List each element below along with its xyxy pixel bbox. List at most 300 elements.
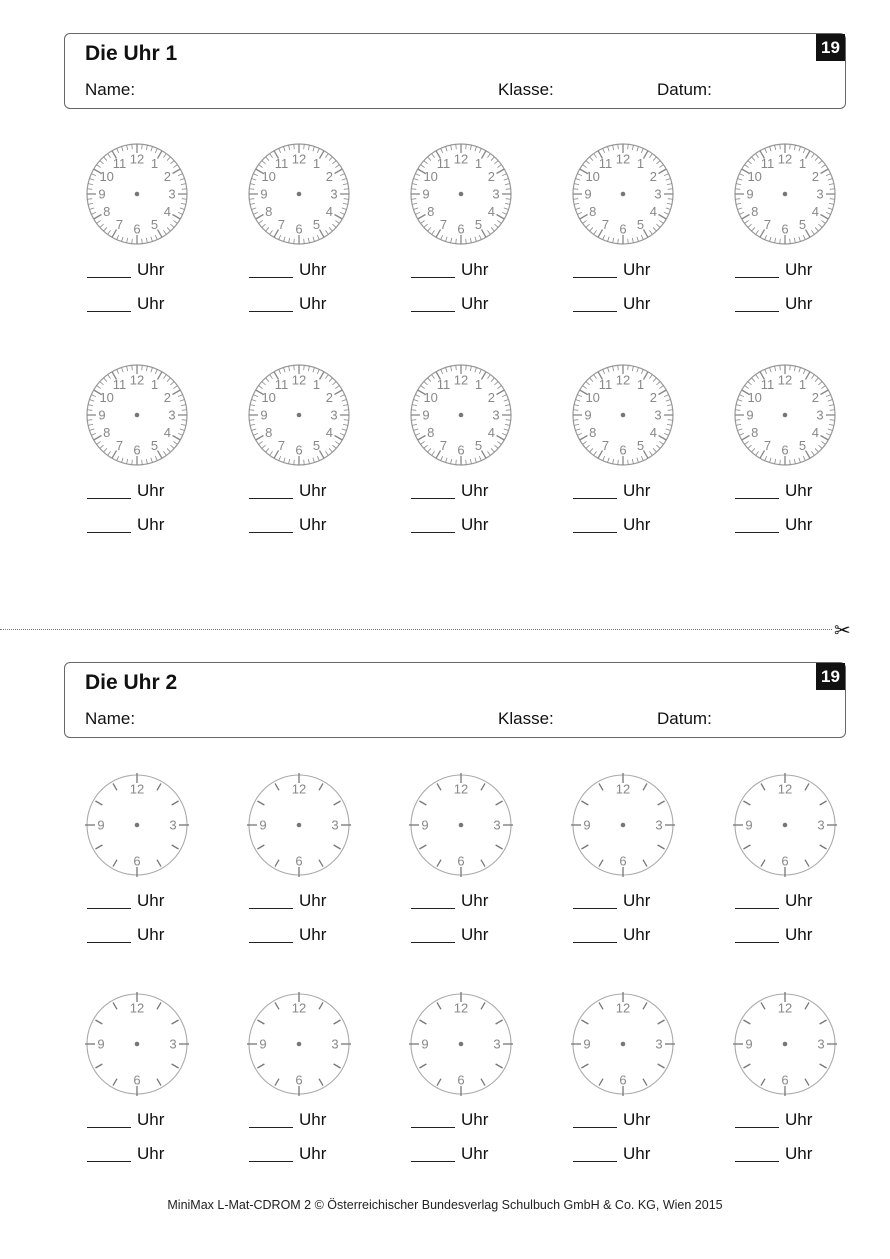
- svg-text:10: 10: [747, 169, 762, 184]
- worksheet1-name-label: Name:: [85, 80, 136, 99]
- svg-text:8: 8: [265, 204, 273, 219]
- clock-face-icon: [85, 363, 189, 467]
- answer-line[interactable]: [87, 908, 131, 909]
- svg-text:6: 6: [295, 221, 303, 237]
- answer-line[interactable]: [249, 277, 293, 278]
- svg-text:7: 7: [115, 437, 124, 453]
- svg-text:9: 9: [421, 817, 429, 833]
- svg-text:5: 5: [150, 216, 159, 232]
- answer-blank[interactable]: [735, 1144, 855, 1166]
- svg-text:8: 8: [103, 425, 111, 440]
- clock-face-icon: [85, 992, 189, 1096]
- worksheet2-page-badge: 19: [816, 663, 845, 690]
- svg-text:6: 6: [295, 442, 303, 458]
- clock-exercise: [227, 142, 357, 342]
- answer-line[interactable]: [573, 498, 617, 499]
- svg-text:10: 10: [261, 169, 276, 184]
- answer-line[interactable]: [249, 1127, 293, 1128]
- uhr-label: Uhr: [461, 925, 489, 944]
- svg-text:6: 6: [619, 1072, 627, 1088]
- svg-text:3: 3: [169, 817, 177, 833]
- svg-text:10: 10: [585, 390, 600, 405]
- clock-face-icon: [733, 992, 837, 1096]
- svg-text:11: 11: [598, 156, 613, 172]
- svg-text:4: 4: [811, 204, 819, 219]
- uhr-label: Uhr: [137, 481, 165, 500]
- svg-text:12: 12: [129, 372, 145, 388]
- svg-text:6: 6: [133, 221, 141, 237]
- svg-text:6: 6: [457, 221, 465, 237]
- clock-exercise: [389, 773, 519, 973]
- uhr-label: Uhr: [461, 294, 489, 313]
- uhr-label: Uhr: [137, 925, 165, 944]
- answer-blank[interactable]: [249, 481, 369, 503]
- svg-text:6: 6: [781, 442, 789, 458]
- clock-face-icon: [85, 773, 189, 877]
- clock-exercise: [389, 992, 519, 1192]
- answer-blank[interactable]: [735, 481, 855, 503]
- svg-text:5: 5: [312, 437, 321, 453]
- svg-text:1: 1: [312, 156, 321, 172]
- worksheet2-header: [64, 662, 846, 738]
- svg-text:3: 3: [493, 817, 501, 833]
- svg-text:6: 6: [457, 442, 465, 458]
- svg-text:9: 9: [97, 817, 105, 833]
- answer-blank[interactable]: [411, 294, 531, 316]
- clock-exercise: [551, 142, 681, 342]
- answer-line[interactable]: [87, 532, 131, 533]
- svg-text:8: 8: [751, 425, 759, 440]
- svg-text:9: 9: [260, 186, 268, 202]
- svg-text:3: 3: [492, 407, 500, 423]
- svg-text:9: 9: [583, 1036, 591, 1052]
- answer-blank[interactable]: [411, 1110, 531, 1132]
- svg-text:11: 11: [436, 377, 451, 393]
- uhr-label: Uhr: [299, 294, 327, 313]
- answer-blank[interactable]: [573, 260, 693, 282]
- worksheet1-page-badge: 19: [816, 34, 845, 61]
- answer-line[interactable]: [735, 277, 779, 278]
- worksheet1-class-label: Klasse:: [498, 80, 554, 99]
- clock-face-icon: [409, 773, 513, 877]
- answer-line[interactable]: [87, 311, 131, 312]
- svg-text:9: 9: [584, 186, 592, 202]
- clock-exercise: [227, 773, 357, 973]
- svg-text:5: 5: [474, 437, 483, 453]
- uhr-label: Uhr: [299, 515, 327, 534]
- answer-blank[interactable]: [87, 891, 207, 913]
- worksheet1-date-label: Datum:: [657, 80, 712, 99]
- svg-text:9: 9: [98, 186, 106, 202]
- clock-face-icon: [409, 363, 513, 467]
- svg-text:2: 2: [325, 169, 333, 184]
- answer-line[interactable]: [735, 1127, 779, 1128]
- svg-text:9: 9: [259, 817, 267, 833]
- svg-text:9: 9: [584, 407, 592, 423]
- svg-text:8: 8: [589, 425, 597, 440]
- answer-line[interactable]: [411, 908, 455, 909]
- worksheet2-name-label: Name:: [85, 709, 136, 728]
- svg-text:11: 11: [760, 377, 775, 393]
- svg-text:3: 3: [817, 1036, 825, 1052]
- uhr-label: Uhr: [461, 515, 489, 534]
- svg-text:3: 3: [331, 817, 339, 833]
- svg-text:4: 4: [325, 425, 333, 440]
- uhr-label: Uhr: [623, 1110, 651, 1129]
- svg-text:3: 3: [169, 1036, 177, 1052]
- svg-text:1: 1: [474, 156, 483, 172]
- svg-text:2: 2: [811, 390, 819, 405]
- svg-text:7: 7: [601, 216, 610, 232]
- clock-exercise: [551, 773, 681, 973]
- svg-text:4: 4: [649, 425, 657, 440]
- answer-line[interactable]: [735, 942, 779, 943]
- svg-text:5: 5: [636, 216, 645, 232]
- answer-blank[interactable]: [249, 515, 369, 537]
- clock-face-icon: [571, 773, 675, 877]
- svg-text:4: 4: [487, 425, 495, 440]
- answer-blank[interactable]: [87, 294, 207, 316]
- svg-text:2: 2: [325, 390, 333, 405]
- clock-exercise: [551, 992, 681, 1192]
- svg-text:12: 12: [129, 151, 145, 167]
- answer-blank[interactable]: [249, 891, 369, 913]
- svg-text:6: 6: [781, 1072, 789, 1088]
- svg-text:12: 12: [777, 781, 793, 797]
- answer-blank[interactable]: [735, 260, 855, 282]
- clock-exercise: [713, 992, 843, 1192]
- svg-text:4: 4: [649, 204, 657, 219]
- cut-line: [0, 629, 832, 630]
- answer-blank[interactable]: [735, 925, 855, 947]
- answer-line[interactable]: [411, 1127, 455, 1128]
- svg-text:6: 6: [133, 853, 141, 869]
- answer-line[interactable]: [573, 1161, 617, 1162]
- scissors-icon: ✂: [834, 620, 851, 642]
- uhr-label: Uhr: [623, 515, 651, 534]
- svg-text:5: 5: [798, 216, 807, 232]
- worksheet2-class-label: Klasse:: [498, 709, 554, 728]
- svg-text:12: 12: [453, 1000, 469, 1016]
- answer-blank[interactable]: [249, 1144, 369, 1166]
- answer-line[interactable]: [573, 942, 617, 943]
- answer-line[interactable]: [573, 311, 617, 312]
- svg-text:1: 1: [474, 377, 483, 393]
- uhr-label: Uhr: [299, 1144, 327, 1163]
- answer-line[interactable]: [411, 277, 455, 278]
- answer-blank[interactable]: [573, 515, 693, 537]
- answer-line[interactable]: [411, 498, 455, 499]
- uhr-label: Uhr: [785, 1110, 813, 1129]
- svg-text:2: 2: [811, 169, 819, 184]
- clock-face-icon: [247, 142, 351, 246]
- uhr-label: Uhr: [137, 1110, 165, 1129]
- uhr-label: Uhr: [461, 891, 489, 910]
- answer-line[interactable]: [87, 942, 131, 943]
- svg-text:10: 10: [747, 390, 762, 405]
- svg-text:11: 11: [598, 377, 613, 393]
- answer-blank[interactable]: [573, 891, 693, 913]
- uhr-label: Uhr: [137, 515, 165, 534]
- svg-text:7: 7: [439, 216, 448, 232]
- answer-line[interactable]: [249, 532, 293, 533]
- answer-blank[interactable]: [87, 515, 207, 537]
- answer-blank[interactable]: [411, 891, 531, 913]
- uhr-label: Uhr: [461, 481, 489, 500]
- worksheet2-date-label: Datum:: [657, 709, 712, 728]
- answer-line[interactable]: [573, 908, 617, 909]
- uhr-label: Uhr: [299, 891, 327, 910]
- svg-text:11: 11: [274, 377, 289, 393]
- svg-text:3: 3: [330, 186, 338, 202]
- svg-text:12: 12: [615, 372, 631, 388]
- clock-face-icon: [571, 142, 675, 246]
- svg-text:3: 3: [168, 186, 176, 202]
- answer-blank[interactable]: [573, 925, 693, 947]
- clock-exercise: [65, 363, 195, 563]
- svg-text:1: 1: [312, 377, 321, 393]
- svg-text:3: 3: [655, 1036, 663, 1052]
- clock-face-icon: [85, 142, 189, 246]
- svg-text:2: 2: [487, 390, 495, 405]
- svg-text:10: 10: [423, 169, 438, 184]
- uhr-label: Uhr: [785, 481, 813, 500]
- answer-blank[interactable]: [411, 515, 531, 537]
- answer-line[interactable]: [735, 532, 779, 533]
- clock-exercise: [65, 992, 195, 1192]
- svg-text:4: 4: [163, 425, 171, 440]
- answer-line[interactable]: [249, 498, 293, 499]
- svg-text:9: 9: [422, 407, 430, 423]
- uhr-label: Uhr: [137, 294, 165, 313]
- svg-text:9: 9: [745, 817, 753, 833]
- uhr-label: Uhr: [785, 925, 813, 944]
- svg-text:7: 7: [277, 437, 286, 453]
- answer-line[interactable]: [87, 1127, 131, 1128]
- svg-text:7: 7: [763, 437, 772, 453]
- uhr-label: Uhr: [299, 260, 327, 279]
- svg-text:6: 6: [781, 853, 789, 869]
- answer-line[interactable]: [573, 1127, 617, 1128]
- answer-line[interactable]: [87, 1161, 131, 1162]
- clock-face-icon: [733, 142, 837, 246]
- svg-text:1: 1: [150, 156, 159, 172]
- svg-text:1: 1: [636, 377, 645, 393]
- svg-text:12: 12: [615, 1000, 631, 1016]
- svg-text:5: 5: [636, 437, 645, 453]
- svg-text:6: 6: [457, 1072, 465, 1088]
- answer-blank[interactable]: [573, 1144, 693, 1166]
- svg-text:12: 12: [129, 1000, 145, 1016]
- svg-text:12: 12: [291, 372, 307, 388]
- worksheet1-title: Die Uhr 1: [85, 42, 178, 65]
- svg-text:3: 3: [493, 1036, 501, 1052]
- answer-line[interactable]: [249, 942, 293, 943]
- answer-blank[interactable]: [87, 1110, 207, 1132]
- clock-face-icon: [409, 142, 513, 246]
- svg-text:3: 3: [330, 407, 338, 423]
- svg-text:8: 8: [427, 425, 435, 440]
- clock-face-icon: [247, 773, 351, 877]
- answer-blank[interactable]: [735, 515, 855, 537]
- answer-line[interactable]: [249, 908, 293, 909]
- svg-text:9: 9: [97, 1036, 105, 1052]
- svg-text:12: 12: [291, 781, 307, 797]
- svg-text:8: 8: [751, 204, 759, 219]
- answer-line[interactable]: [735, 908, 779, 909]
- svg-text:12: 12: [291, 1000, 307, 1016]
- svg-text:8: 8: [589, 204, 597, 219]
- answer-line[interactable]: [87, 277, 131, 278]
- svg-text:10: 10: [99, 390, 114, 405]
- svg-text:9: 9: [260, 407, 268, 423]
- uhr-label: Uhr: [137, 891, 165, 910]
- clock-face-icon: [571, 992, 675, 1096]
- clock-face-icon: [247, 363, 351, 467]
- clock-exercise: [713, 773, 843, 973]
- svg-text:8: 8: [427, 204, 435, 219]
- uhr-label: Uhr: [461, 260, 489, 279]
- answer-blank[interactable]: [87, 481, 207, 503]
- answer-blank[interactable]: [411, 260, 531, 282]
- uhr-label: Uhr: [623, 925, 651, 944]
- answer-line[interactable]: [411, 311, 455, 312]
- svg-text:9: 9: [259, 1036, 267, 1052]
- answer-line[interactable]: [411, 1161, 455, 1162]
- svg-text:3: 3: [816, 407, 824, 423]
- svg-text:11: 11: [112, 156, 127, 172]
- answer-blank[interactable]: [249, 294, 369, 316]
- uhr-label: Uhr: [137, 260, 165, 279]
- svg-text:1: 1: [150, 377, 159, 393]
- svg-text:10: 10: [585, 169, 600, 184]
- svg-text:6: 6: [295, 1072, 303, 1088]
- svg-text:12: 12: [291, 151, 307, 167]
- svg-text:9: 9: [746, 186, 754, 202]
- clock-face-icon: [571, 363, 675, 467]
- svg-text:9: 9: [583, 817, 591, 833]
- answer-blank[interactable]: [249, 260, 369, 282]
- uhr-label: Uhr: [461, 1144, 489, 1163]
- svg-text:12: 12: [615, 151, 631, 167]
- svg-text:5: 5: [798, 437, 807, 453]
- uhr-label: Uhr: [623, 481, 651, 500]
- svg-text:9: 9: [98, 407, 106, 423]
- answer-line[interactable]: [411, 532, 455, 533]
- svg-text:2: 2: [163, 169, 171, 184]
- answer-line[interactable]: [249, 1161, 293, 1162]
- svg-text:2: 2: [163, 390, 171, 405]
- answer-blank[interactable]: [573, 481, 693, 503]
- svg-text:9: 9: [421, 1036, 429, 1052]
- svg-text:7: 7: [277, 216, 286, 232]
- answer-blank[interactable]: [411, 925, 531, 947]
- answer-blank[interactable]: [87, 260, 207, 282]
- svg-text:3: 3: [331, 1036, 339, 1052]
- svg-text:11: 11: [760, 156, 775, 172]
- svg-text:9: 9: [746, 407, 754, 423]
- answer-line[interactable]: [87, 498, 131, 499]
- answer-blank[interactable]: [411, 1144, 531, 1166]
- svg-text:2: 2: [487, 169, 495, 184]
- answer-blank[interactable]: [87, 1144, 207, 1166]
- svg-text:6: 6: [619, 442, 627, 458]
- answer-blank[interactable]: [249, 925, 369, 947]
- svg-text:1: 1: [798, 156, 807, 172]
- answer-blank[interactable]: [735, 294, 855, 316]
- svg-text:6: 6: [133, 442, 141, 458]
- answer-blank[interactable]: [249, 1110, 369, 1132]
- answer-blank[interactable]: [573, 1110, 693, 1132]
- svg-text:3: 3: [816, 186, 824, 202]
- uhr-label: Uhr: [623, 294, 651, 313]
- answer-line[interactable]: [249, 311, 293, 312]
- svg-text:5: 5: [150, 437, 159, 453]
- answer-blank[interactable]: [87, 925, 207, 947]
- answer-line[interactable]: [735, 1161, 779, 1162]
- svg-text:7: 7: [439, 437, 448, 453]
- answer-line[interactable]: [735, 311, 779, 312]
- answer-blank[interactable]: [735, 1110, 855, 1132]
- svg-text:6: 6: [781, 221, 789, 237]
- svg-text:1: 1: [798, 377, 807, 393]
- answer-line[interactable]: [735, 498, 779, 499]
- clock-exercise: [65, 773, 195, 973]
- clock-face-icon: [409, 992, 513, 1096]
- clock-face-icon: [733, 363, 837, 467]
- uhr-label: Uhr: [623, 1144, 651, 1163]
- worksheet1-header: [64, 33, 846, 109]
- svg-text:11: 11: [274, 156, 289, 172]
- uhr-label: Uhr: [299, 925, 327, 944]
- uhr-label: Uhr: [785, 515, 813, 534]
- clock-exercise: [713, 142, 843, 342]
- uhr-label: Uhr: [623, 891, 651, 910]
- svg-text:9: 9: [422, 186, 430, 202]
- clock-exercise: [389, 142, 519, 342]
- svg-text:7: 7: [601, 437, 610, 453]
- answer-line[interactable]: [573, 532, 617, 533]
- answer-blank[interactable]: [411, 481, 531, 503]
- answer-line[interactable]: [573, 277, 617, 278]
- uhr-label: Uhr: [299, 481, 327, 500]
- svg-text:5: 5: [312, 216, 321, 232]
- svg-text:3: 3: [654, 186, 662, 202]
- clock-exercise: [227, 363, 357, 563]
- answer-blank[interactable]: [573, 294, 693, 316]
- svg-text:4: 4: [163, 204, 171, 219]
- answer-blank[interactable]: [735, 891, 855, 913]
- answer-line[interactable]: [411, 942, 455, 943]
- svg-text:3: 3: [655, 817, 663, 833]
- svg-text:8: 8: [103, 204, 111, 219]
- svg-text:12: 12: [777, 372, 793, 388]
- svg-text:6: 6: [133, 1072, 141, 1088]
- svg-text:4: 4: [325, 204, 333, 219]
- svg-text:2: 2: [649, 390, 657, 405]
- clock-exercise: [227, 992, 357, 1192]
- svg-text:2: 2: [649, 169, 657, 184]
- svg-text:6: 6: [619, 853, 627, 869]
- svg-text:6: 6: [457, 853, 465, 869]
- clock-exercise: [389, 363, 519, 563]
- svg-text:12: 12: [129, 781, 145, 797]
- uhr-label: Uhr: [785, 1144, 813, 1163]
- svg-text:6: 6: [295, 853, 303, 869]
- footer-copyright: MiniMax L-Mat-CDROM 2 © Österreichischer Bundesverlag Schulbuch GmbH & Co. KG, Wien 2015: [167, 1198, 723, 1212]
- svg-text:12: 12: [777, 151, 793, 167]
- svg-text:9: 9: [745, 1036, 753, 1052]
